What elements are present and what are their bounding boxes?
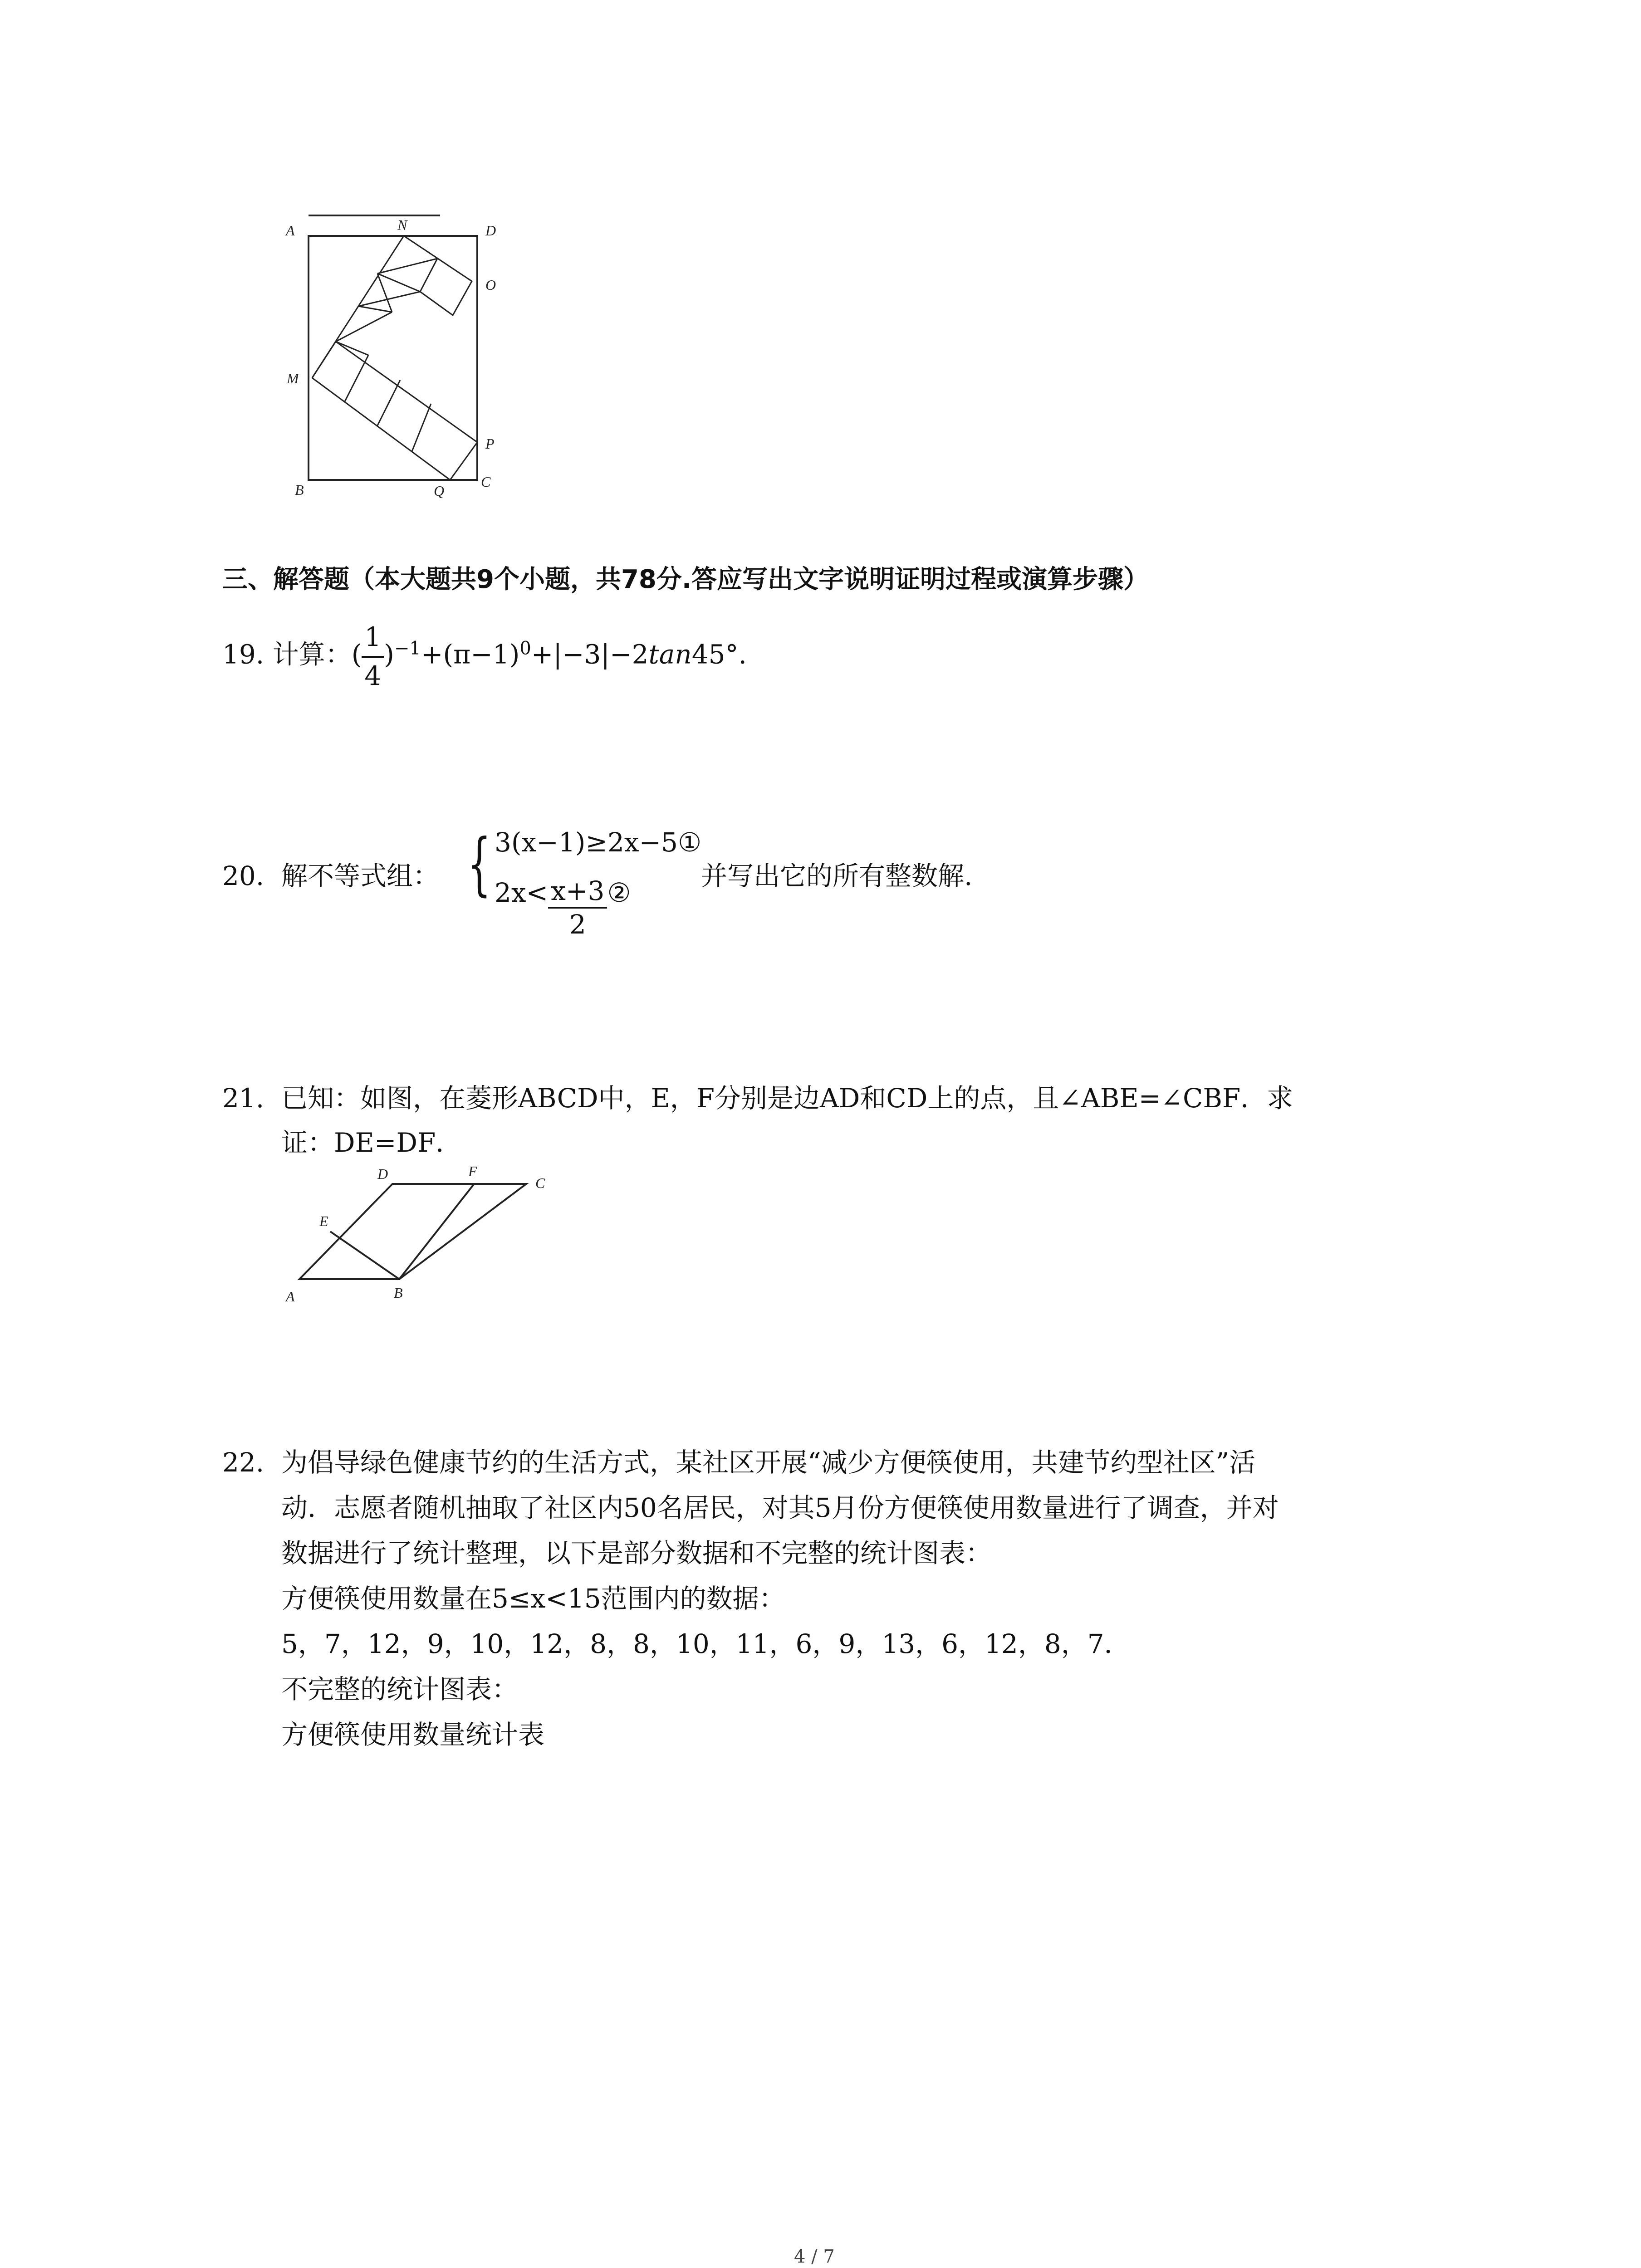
grid-line [412,404,431,451]
q20-fraction [548,875,607,940]
label-rh-D: D [377,1166,388,1182]
q21-line2: 证：DE=DF． [281,1127,462,1158]
label-rh-E: E [319,1213,328,1229]
q19-exp2: 0 [519,638,531,659]
grid-line [377,380,400,425]
q19-part4: 45°. [691,639,747,670]
label-rh-B: B [394,1285,403,1301]
q20-line1: 3(x−1)≥2x−5① [495,827,702,858]
q22-line1: 为倡导绿色健康节约的生活方式，某社区开展“减少方便筷使用，共建节约型社区”活 [281,1447,1256,1478]
q19-tan: tan [648,639,692,670]
rhombus-abcd [299,1184,526,1279]
grid-line [420,259,437,292]
figure-rectangle-svg [272,200,508,508]
label-P: P [485,435,495,452]
question-19: 19. 计算：( $\frac{1}{4}$ )$^{-1}+(\pi-1)^0+|-3|-2\tan 45^\circ$. [222,621,747,691]
q19-prefix: 计算： [272,639,352,670]
grid-line [336,342,477,442]
q19-exp1: −1 [394,638,421,659]
segment-be [330,1232,399,1279]
l-shape-upper [312,236,472,378]
label-C: C [481,474,491,490]
label-rh-A: A [286,1288,295,1305]
q22-line5: 5，7，12，9，10，12，8，8，10，11，6，9，13，6，12，8，7． [281,1628,1131,1659]
q22-line7: 方便筷使用数量统计表 [281,1719,545,1750]
grid-line [312,342,336,378]
q19-fraction [362,621,384,692]
q20-line2 [495,875,631,940]
q20-frac-num: x+3 [548,878,607,909]
grid-line [358,306,392,312]
q22-line4: 方便筷使用数量在5≤x<15范围内的数据： [281,1583,785,1614]
q19-frac-num: 1 [362,621,384,658]
q20-frac-den: 2 [569,909,586,940]
grid-line [377,259,437,274]
label-B: B [295,482,304,498]
q20-suffix: 并写出它的所有整数解. [701,860,973,891]
label-Q: Q [434,483,445,499]
l-shape-lower [312,378,477,480]
q22-line2: 动．志愿者随机抽取了社区内50名居民，对其5月份方便筷使用数量进行了调查，并对 [281,1492,1279,1523]
figure-rectangle-squares [272,200,508,508]
label-D: D [485,222,496,239]
label-O: O [485,277,496,293]
q20-brace: { [467,825,491,904]
grid-line [336,312,392,342]
q19-part3: +|−3|−2 [531,639,649,670]
label-rh-C: C [535,1175,545,1191]
q21-line1: 已知：如图，在菱形ABCD中，E，F分别是边AD和CD上的点，且∠ABE=∠CBF．求 [281,1083,1293,1114]
q19-part2: +(π−1) [421,639,520,670]
q21-number: 21. [222,1083,265,1114]
q20-number: 20. [222,860,265,891]
q22-number: 22. [222,1447,265,1478]
q19-number: 19. [222,639,265,670]
q20-line2-left: 2x< [495,877,549,908]
page-number: 4 / 7 [794,2246,835,2267]
q19-frac-den: 4 [364,660,382,691]
q20-prefix: 解不等式组： [281,860,440,891]
q22-line3: 数据进行了统计整理，以下是部分数据和不完整的统计图表： [281,1538,992,1569]
rectangle-abcd [309,236,477,480]
figure-rhombus [272,1163,581,1311]
grid-line [368,355,431,404]
q20-line2-mark: ② [607,877,631,908]
label-rh-F: F [468,1163,477,1179]
section3-title: 三、解答题（本大题共9个小题，共78分.答应写出文字说明证明过程或演算步骤） [222,565,1149,594]
label-N: N [397,217,407,233]
figure-rhombus-svg [272,1166,581,1311]
label-A: A [286,222,295,239]
q22-line6: 不完整的统计图表： [281,1674,519,1705]
label-M: M [287,370,299,386]
